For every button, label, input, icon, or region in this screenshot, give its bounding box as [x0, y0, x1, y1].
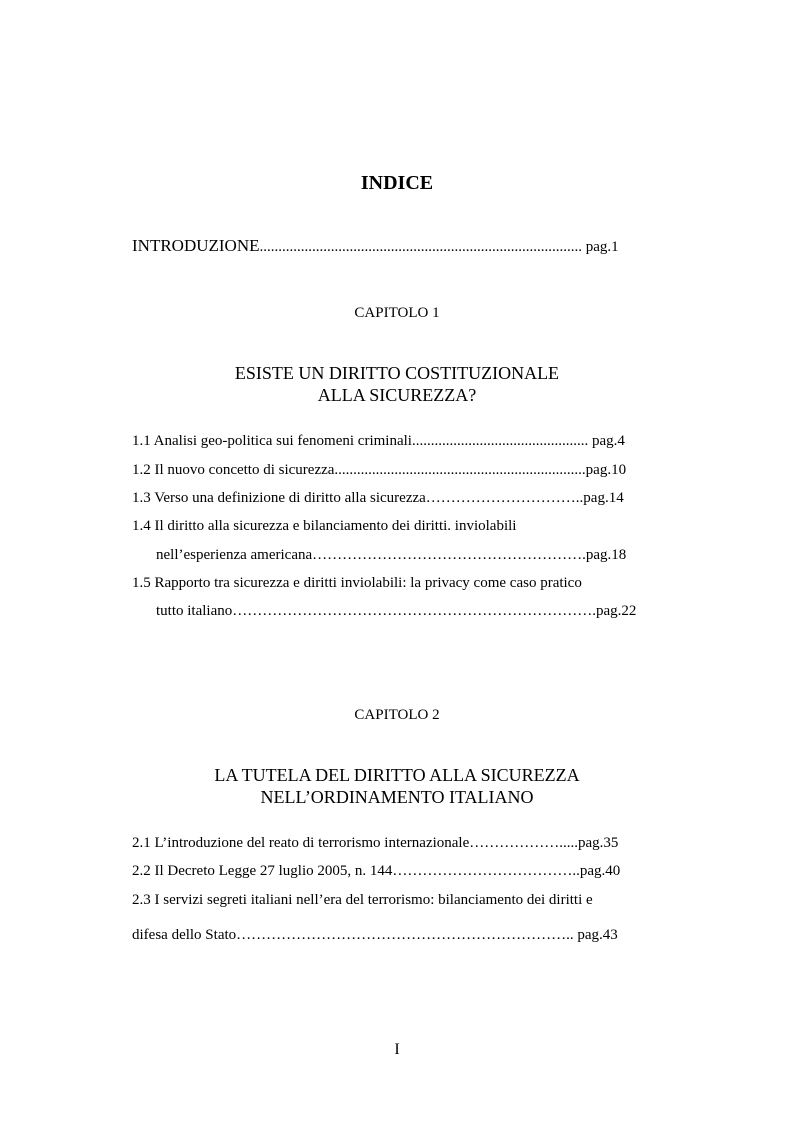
- introduzione-leader: ......................................................................................: [259, 239, 582, 255]
- toc-entry-1-1: 1.1 Analisi geo-politica sui fenomeni criminali............................................... pag.4: [132, 433, 625, 449]
- toc-entry-1-3: 1.3 Verso una definizione di diritto alla sicurezza…………………………..pag.14: [132, 490, 624, 506]
- chapter-2-label: CAPITOLO 2: [354, 707, 440, 723]
- chapter-2-title-line-2: NELL’ORDINAMENTO ITALIANO: [260, 787, 534, 807]
- toc-entry-2-3-line-1: 2.3 I servizi segreti italiani nell’era del terrorismo: bilanciamento dei diritti e: [132, 892, 593, 908]
- toc-entry-introduzione: [132, 236, 619, 256]
- introduzione-page: pag.1: [581, 239, 619, 255]
- chapter-2-title-line-1: LA TUTELA DEL DIRITTO ALLA SICUREZZA: [214, 765, 580, 785]
- toc-entry-2-1: 2.1 L’introduzione del reato di terrorismo internazionale……………….....pag.35: [132, 835, 619, 851]
- toc-entry-1-4-line-1: 1.4 Il diritto alla sicurezza e bilanciamento dei diritti. inviolabili: [132, 518, 517, 534]
- chapter-1-title-line-2: ALLA SICUREZZA?: [317, 385, 477, 405]
- toc-entry-1-5-line-1: 1.5 Rapporto tra sicurezza e diritti inviolabili: la privacy come caso pratico: [132, 575, 582, 591]
- introduzione-label: INTRODUZIONE: [132, 236, 260, 255]
- toc-entry-1-2: 1.2 Il nuovo concetto di sicurezza...................................................................pag.10: [132, 462, 627, 478]
- toc-entry-1-5-line-2: tutto italiano……………………………………………………………….pag.22: [156, 603, 637, 619]
- toc-entry-1-4-line-2: nell’esperienza americana……………………………………………….pag.18: [156, 547, 627, 563]
- toc-entry-2-2: 2.2 Il Decreto Legge 27 luglio 2005, n. 144………………………………..pag.40: [132, 863, 621, 879]
- chapter-1-title-line-1: ESISTE UN DIRITTO COSTITUZIONALE: [234, 363, 560, 383]
- toc-entry-2-3-line-2: difesa dello Stato………………………………………………………….. pag.43: [132, 927, 618, 943]
- index-title: INDICE: [360, 172, 434, 194]
- page-number: I: [394, 1041, 400, 1058]
- chapter-1-label: CAPITOLO 1: [354, 305, 440, 321]
